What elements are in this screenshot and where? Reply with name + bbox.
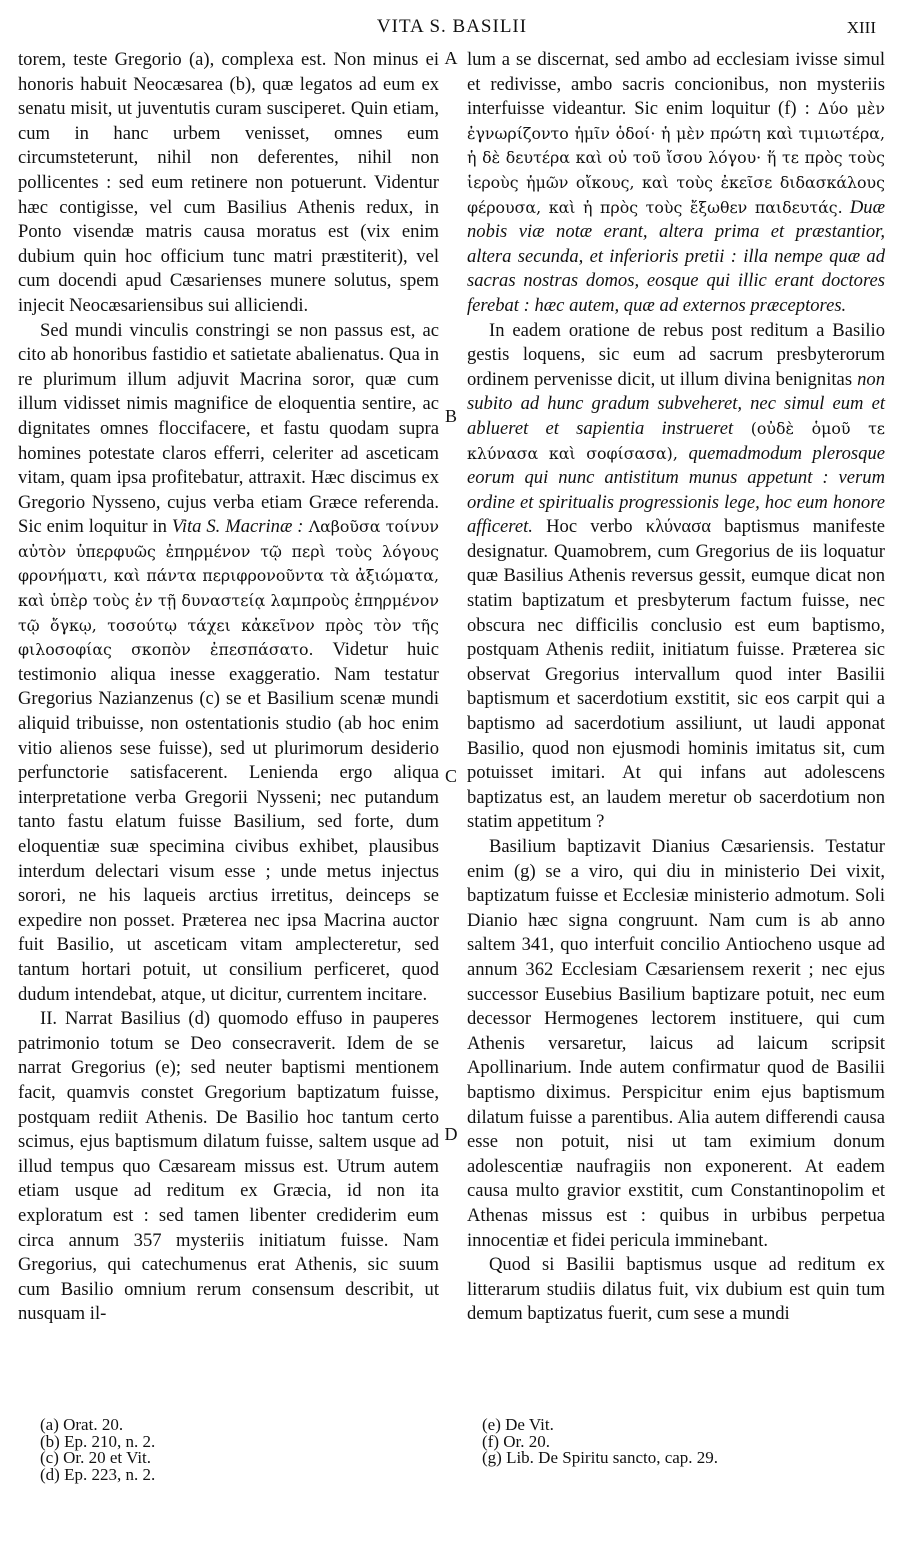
vita-macrinae-title: Vita S. Macrinæ : [171, 516, 304, 538]
right-paragraph-2-continued: Hoc verbo κλύνασα baptismus manifeste designatur. Quamobrem, cum Gregorius de iis loquatur quæ Basilius Athenis reversus gessit, eumque dicat non statim baptizatum et presbyterum factum fuisse, nec obscura nec difficilis conclusio est eum baptismo, postquam Athenis rediit, initiatum fuisse. Præterea sic observat Gregorius intervallum quod inter Basilii baptismum et sacerdotium exstitit, sic eos carpit qui a baptismo ad sacerdotium assiliunt, ut laudi apponat Basilio, quod non ejusmodi hominis imitatus sit, cum potuisset imitari. At qui infans aut adolescens baptizatus est, an laudem meretur ob sacerdotium non statim appetitum ? [467, 516, 885, 833]
margin-letter-d: D [444, 1124, 458, 1144]
left-paragraph-1: torem, teste Gregorio (a), complexa est. Non minus ei honoris habuit Neocæsarea (b), quæ legatos ad eum ex senatu misit, ut juventutis curam susciperet. Quin etiam, cum in hanc urbem venisset, omnes eum circumsteterunt, nihil non deferentes, nihil non pollicentes : sed eum retinere non potuerunt. Videntur hæc contigisse, vel cum Basilius Athenis redux, in Ponto visendæ matris causa moratus est (vix enim dubium quin hoc officium tunc matri præstiterit), vel cum docendi apud Cæsarienses munere solutus, spem injecit Neocæsariensibus sui alliciendi. [18, 49, 439, 316]
footnote: (a) Orat. 20. [40, 1415, 124, 1434]
footnote: (g) Lib. De Spiritu sancto, cap. 29. [482, 1448, 719, 1468]
greek-quote-macrina: Λαβοῦσα τοίνυν αὐτὸν ὑπερφυῶς ἐπηρμένον τῷ περὶ τοὺς λόγους φρονήματι, καὶ πάντα περιφρονοῦντα τὰ ἀξιώματα, καὶ ὑπὲρ τοὺς ἐν τῇ δυναστείᾳ λαμπροὺς ἐπηρμένον τῷ ὄγκῳ, τοσούτῳ τάχει κἀκεῖνον πρὸς τὸν τῆς φιλοσοφίας σκοπὸν ἐπεσπάσατο. [18, 517, 439, 660]
left-paragraph-2 [18, 319, 439, 1008]
footnote: (c) Or. 20 et Vit. [40, 1448, 152, 1468]
page-number: XIII [846, 18, 876, 37]
margin-letter-a: A [444, 48, 458, 68]
right-paragraph-2-text: In eadem oratione de rebus post reditum a Basilio gestis loquens, sic eum ad sacrum presbyterorum ordinem pervenisse dicit, ut illum divina benignitas [467, 319, 885, 390]
latin-translation: Duæ nobis viæ notæ erant, altera prima et præstantior, altera secunda, et inferioris pretii : illa nempe quæ ad sacras nostras domos, eosque qui illic erant doctores ferebat : hæc autem, quæ ad externos præceptores. [467, 196, 886, 316]
left-column [18, 48, 439, 1327]
footnote: (d) Ep. 223, n. 2. [40, 1464, 156, 1484]
right-column [467, 48, 885, 1327]
greek-quote-gregory: Δύο μὲν ἐγνωρίζοντο ἡμῖν ὁδοί· ἡ μὲν πρώτη καὶ τιμιωτέρα, ἡ δὲ δευτέρα καὶ οὐ τοῦ ἴσου λόγου· ἥ τε πρὸς τοὺς ἱεροὺς ἡμῶν οἴκους, καὶ τοὺς ἐκεῖσε διδασκάλους φέρουσα, καὶ ἡ πρὸς τοὺς ἔξωθεν παιδευτάς. [467, 99, 886, 217]
italic-quote-2: quemadmodum plerosque eorum qui nunc antistitum munus appetunt : verum ordine et spiritualis progressionis lege, hoc eum honore afficeret. [467, 442, 885, 538]
italic-quote-1: non subito ad hunc gradum subveheret, nec simul eum et ablueret et sapientia instrueret [467, 368, 885, 439]
greek-quote-klunasa: (οὐδὲ ὁμοῦ τε κλύνασα καὶ σοφίσασα), [467, 418, 885, 463]
right-paragraph-1 [467, 48, 885, 319]
footnote: (f) Or. 20. [482, 1431, 550, 1451]
footnotes-left [40, 1417, 155, 1483]
margin-letter-b: B [444, 406, 457, 426]
right-paragraph-4: Quod si Basilii baptismus usque ad reditum ex litterarum studiis dilatus fuit, vix dubium est quin tum demum baptizatus fuerit, cum sese a mundi [467, 1254, 885, 1325]
footnote: (b) Ep. 210, n. 2. [40, 1431, 156, 1451]
right-paragraph-2 [467, 319, 885, 835]
footnote: (e) De Vit. [482, 1415, 554, 1434]
left-paragraph-2-continued: Videtur huic testimonio aliqua inesse exaggeratio. Nam testatur Gregorius Nazianzenus (c) se et Basilium scenæ mundi aliquid tribuisse, non ostentationis studio (ab hoc enim vitio alienos sese fuisse), sed ut plurimorum desiderio perfunctorie satisfacerent. Lenienda ergo aliqua interpretatione verba Gregorii Nysseni; nec putandum tanto fastu elatum fuisse Basilium, sed forte, dum eloquentiæ suæ specimina civibus exhibet, plausibus interdum delectari visum esse ; unde metus injectus sorori, ne his laqueis arctius irretitus, deinceps se expedire non posset. Præterea nec ipsa Macrina auctor fuit Basilio, ut asceticam vitam amplecteretur, sed tantum hortari potuit, ut consilium perficeret, quod dudum intendebat, atque, ut dicitur, currentem incitare. [18, 639, 439, 1005]
margin-letter-c: C [444, 766, 457, 786]
page-header [0, 10, 904, 46]
running-title: VITA S. BASILII [376, 16, 528, 37]
right-paragraph-3: Basilium baptizavit Dianius Cæsariensis. Testatur enim (g) se a viro, qui diu in ministerio Dei vixit, baptizatum fuisse et Ecclesiæ ministerio admotum. Soli Dianio hæc signa congruunt. Nam cum is ab anno saltem 341, quo interfuit concilio Antiocheno usque ad annum 362 Ecclesiam Cæsariensem rexerit ; nec ejus successor Eusebius Basilium baptizare potuit, nec eum decessor Hermogenes lectorem instituere, qui cum Athenis versaretur, laicus ad laicum scripsit Apollinarium. Inde autem confirmatur quod de Basilii baptismo diximus. Perspicitur enim ejus baptismum dilatum fuisse a parentibus. Alia autem differendi causa esse non potuit, nisi ut tam eximium donum adolescentiæ naufragiis non exponerent. At eadem causa multo gravior exstitit, cum Constantinopolim et Athenas missus est : quibus in urbibus perpetua innocentiæ et fidei pericula imminebant. [467, 836, 885, 1251]
right-paragraph-1-text: lum a se discernat, sed ambo ad ecclesiam ivisse simul et redivisse, ambo sacris concionibus, non mysteriis interfuisse videantur. Sic enim loquitur (f) : [467, 49, 885, 120]
footnotes-right [482, 1417, 718, 1467]
left-paragraph-2-text: Sed mundi vinculis constringi se non passus est, ac cito ab honoribus fastidio et satietate abalienatus. Qua in re plurimum illum adjuvit Macrina soror, quæ cum illum vidisset nimis magnifice de eloquentia sentire, ac dignitates omnes floccifacere, et fastu quodam supra homines potestate claros efferri, celeriter ad asceticam vitam, quam ipsa profitebatur, attraxit. Hæc discimus ex Gregorio Nysseno, cujus verba etiam Græce referenda. Sic enim loquitur in [18, 319, 439, 538]
left-paragraph-3: II. Narrat Basilius (d) quomodo effuso in pauperes patrimonio totum se Deo consecraverit. Idem de se narrat Gregorius (e); sed neuter baptismi mentionem facit, quamvis constet Gregorium baptizatum fuisse, postquam rediit Athenis. De Basilio hoc tantum certo scimus, ejus baptismum dilatum fuisse, saltem usque ad illud tempus quo Cæsaream missus est. Utrum autem etiam usque ad reditum ex Græcia, id non ita exploratum est : sed tamen libenter crediderim eum circa annum 357 mysteriis initiatum fuisse. Nam Gregorius, qui catechumenus erat Athenis, sic suum cum Basilio omnium rerum consensum describit, ut nusquam il- [18, 1008, 439, 1325]
